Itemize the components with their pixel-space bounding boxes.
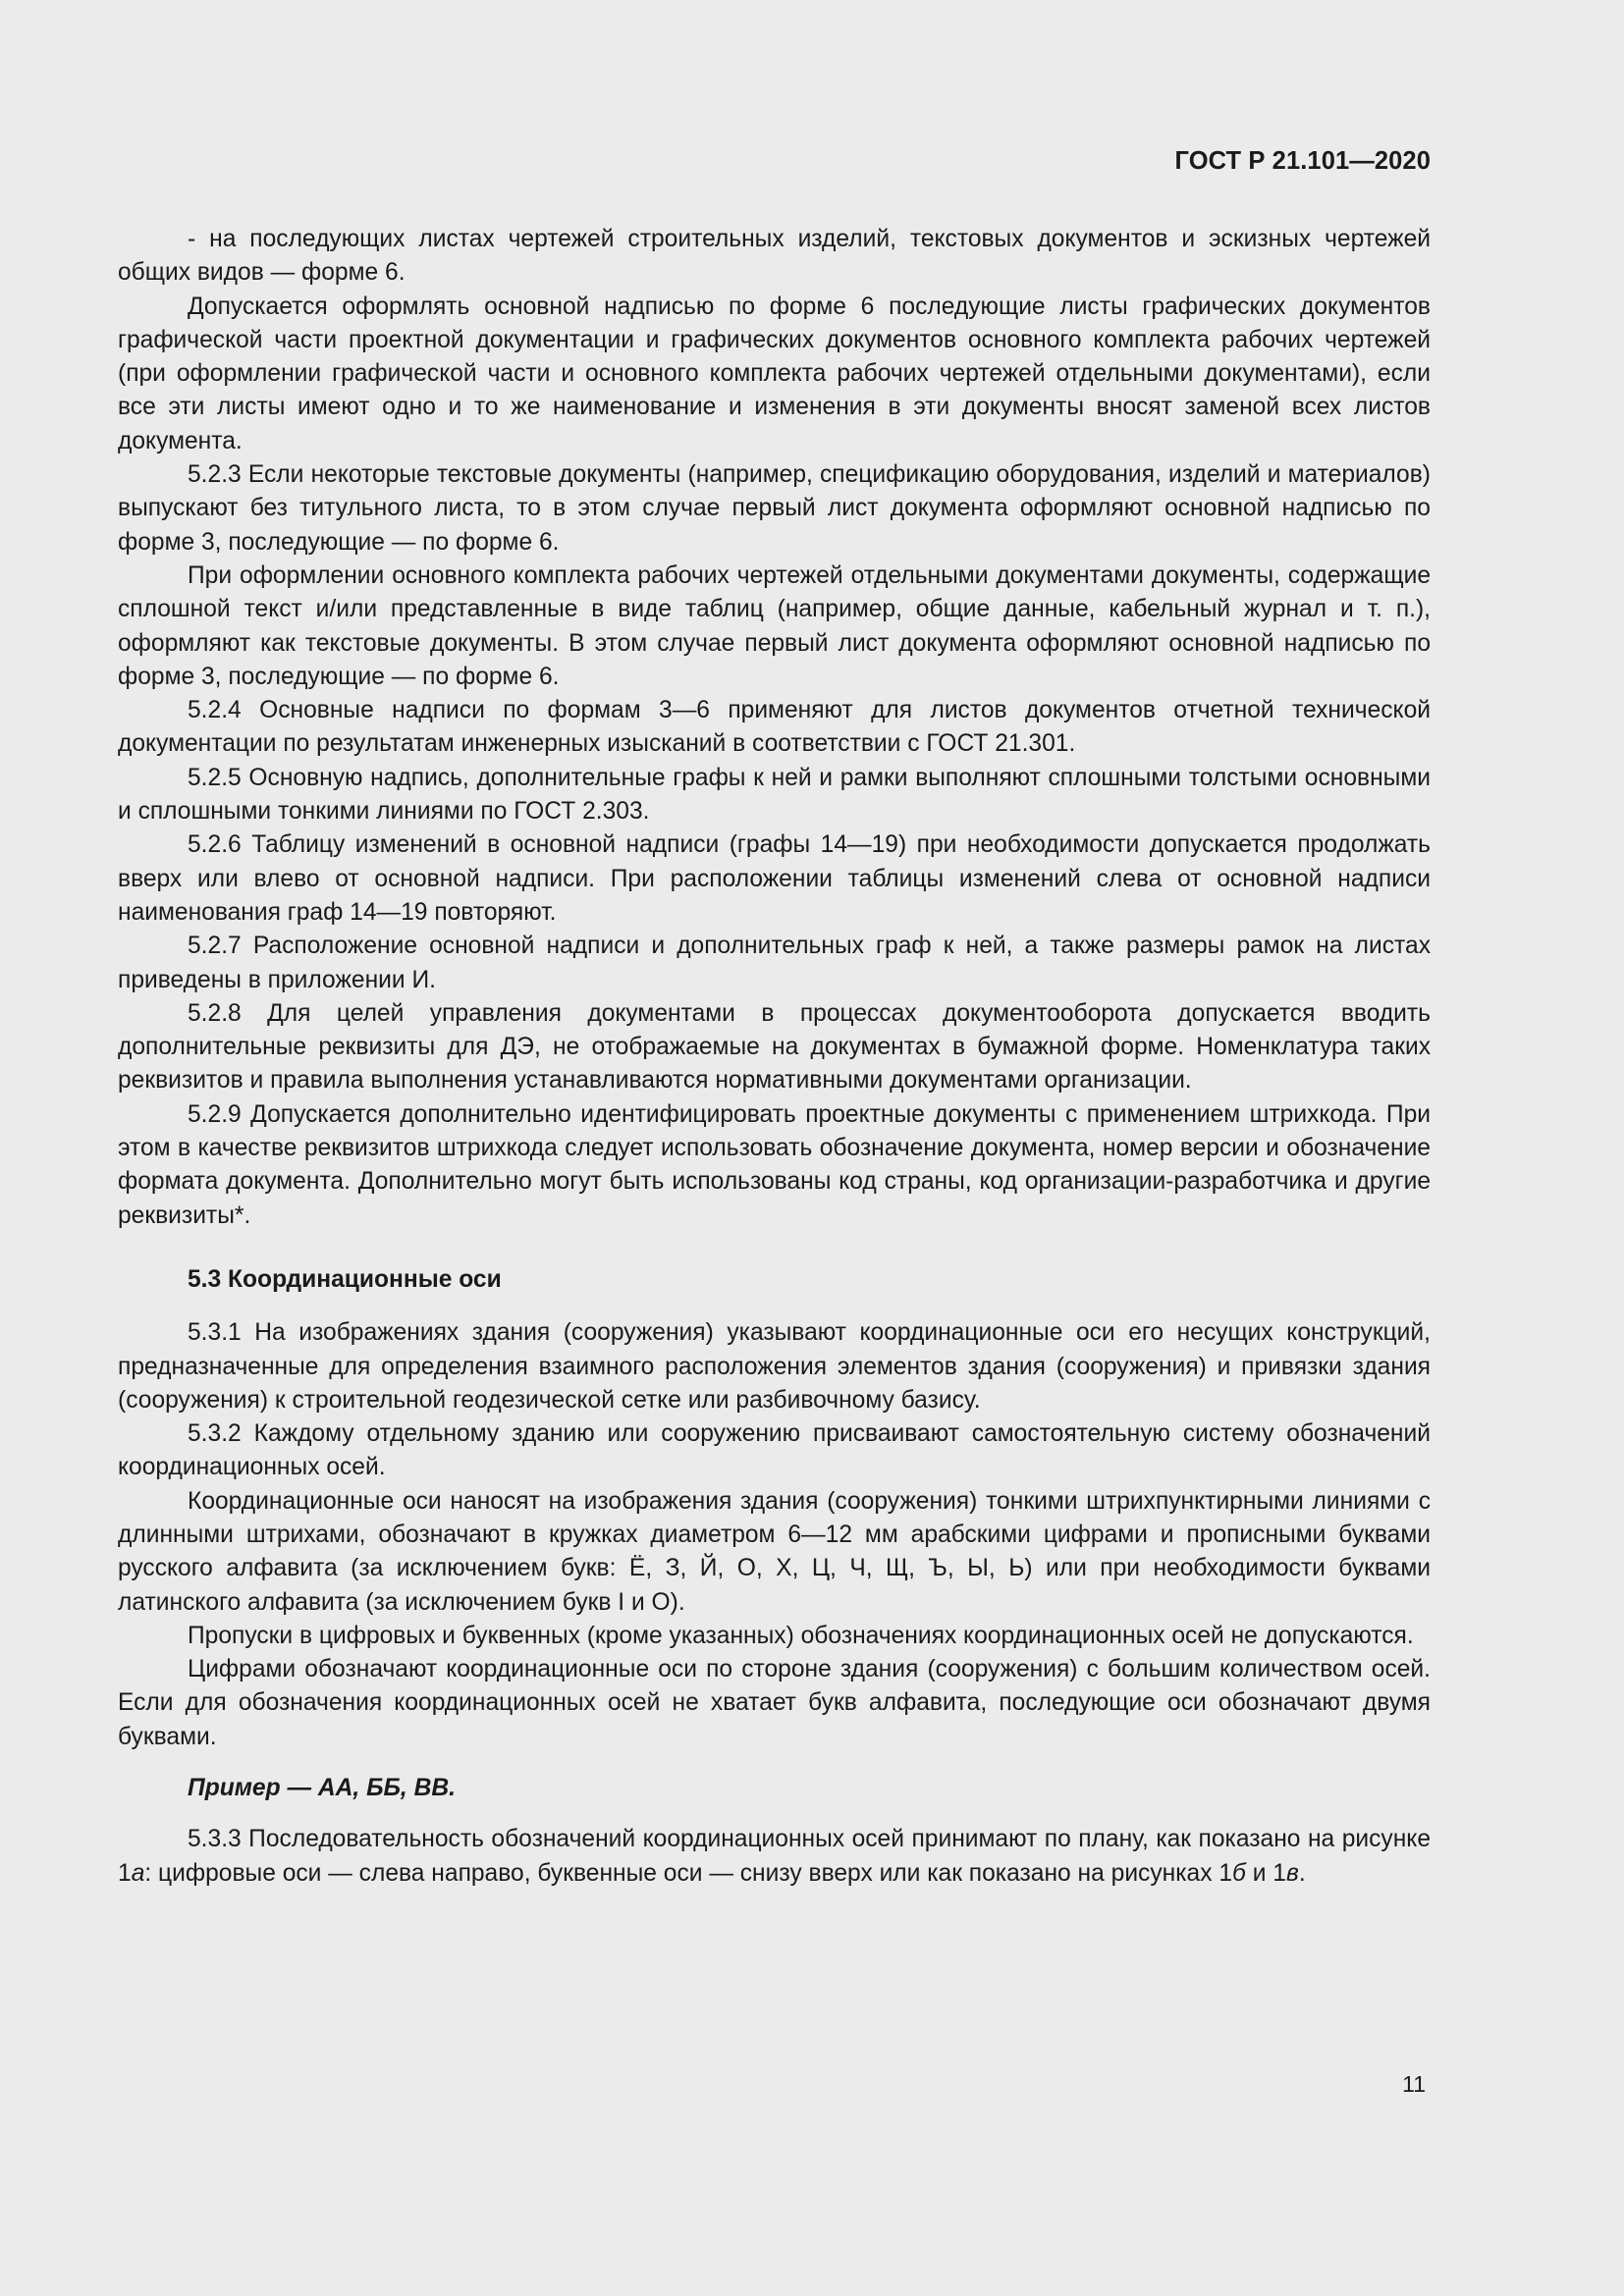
paragraph: При оформлении основного комплекта рабочих чертежей отдельными документами документы, содержащие сплошной текст и/или представленные в виде таблиц (например, общие данные, кабельный журнал и т. п.), оформляют как текстовые документы. В этом случае первый лист документа оформляют основной надписью по форме 3, последующие — по форме 6. — [118, 561, 1431, 690]
figure-ref-italic: б — [1232, 1859, 1246, 1887]
section-heading-5-3: 5.3 Координационные оси — [188, 1265, 502, 1293]
text-run: и 1 — [1245, 1859, 1286, 1887]
paragraph-list-item: - на последующих листах чертежей строительных изделий, текстовых документов и эскизных чертежей общих видов — форме 6. — [118, 226, 1431, 287]
page-body — [118, 223, 1431, 1891]
document-standard-header: ГОСТ Р 21.101—2020 — [1174, 147, 1431, 175]
paragraph-5-3-2: 5.3.2 Каждому отдельному зданию или сооружению присваивают самостоятельную систему обозначений координационных осей. — [118, 1420, 1431, 1481]
figure-ref-italic: а — [131, 1859, 145, 1887]
paragraph-5-2-5: 5.2.5 Основную надпись, дополнительные графы к ней и рамки выполняют сплошными толстыми основными и сплошными тонкими линиями по ГОСТ 2.303. — [118, 764, 1431, 826]
text-run: 5.3.3 Последовательность обозначений координационных осей принимают по плану, как показано на рисунке 1 — [118, 1826, 1431, 1887]
paragraph: Цифрами обозначают координационные оси по стороне здания (сооружения) с большим количеством осей. Если для обозначения координационных осей не хватает букв алфавита, последующие оси обозначают двумя буквами. — [118, 1656, 1431, 1750]
paragraph-5-2-9: 5.2.9 Допускается дополнительно идентифицировать проектные документы с применением штрихкода. При этом в качестве реквизитов штрихкода следует использовать обозначение документа, номер версии и обозначение формата документа. Дополнительно могут быть использованы код страны, код организации-разработчика и другие реквизиты*. — [118, 1100, 1431, 1229]
paragraph: Пропуски в цифровых и буквенных (кроме указанных) обозначениях координационных осей не допускаются. — [188, 1622, 1414, 1649]
paragraph: Допускается оформлять основной надписью по форме 6 последующие листы графических документов графической части проектной документации и графических документов основного комплекта рабочих чертежей (при оформлении графической части и основного комплекта рабочих чертежей отдельными документами), если все эти листы имеют одно и то же наименование и изменения в эти документы вносят заменой всех листов документа. — [118, 293, 1431, 454]
paragraph-5-2-7: 5.2.7 Расположение основной надписи и дополнительных граф к ней, а также размеры рамок на листах приведены в приложении И. — [118, 933, 1431, 993]
text-run: . — [1298, 1859, 1306, 1887]
example-note: Пример — АА, ББ, ВВ. — [188, 1775, 456, 1802]
paragraph-5-3-3 — [118, 1823, 1431, 1891]
paragraph-5-2-8: 5.2.8 Для целей управления документами в процессах документооборота допускается вводить дополнительные реквизиты для ДЭ, не отображаемые на документах в бумажной форме. Номенклатура таких реквизитов и правила выполнения устанавливаются нормативными документами организации. — [118, 999, 1431, 1095]
paragraph-5-2-6: 5.2.6 Таблицу изменений в основной надписи (графы 14—19) при необходимости допускается продолжать вверх или влево от основной надписи. При расположении таблицы изменений слева от основной надписи наименования граф 14—19 повторяют. — [118, 831, 1431, 926]
paragraph-5-3-1: 5.3.1 На изображениях здания (сооружения) указывают координационные оси его несущих конструкций, предназначенные для определения взаимного расположения элементов здания (сооружения) и привязки здания (сооружения) к строительной геодезической сетке или разбивочному базису. — [118, 1319, 1431, 1414]
page-number: 11 — [1402, 2071, 1426, 2097]
paragraph-5-2-4: 5.2.4 Основные надписи по формам 3—6 применяют для листов документов отчетной технической документации по результатам инженерных изысканий в соответствии с ГОСТ 21.301. — [118, 697, 1431, 758]
text-run: : цифровые оси — слева направо, буквенные оси — снизу вверх или как показано на рисунках 1 — [144, 1859, 1233, 1887]
paragraph: Координационные оси наносят на изображения здания (сооружения) тонкими штрихпунктирными линиями с длинными штрихами, обозначают в кружках диаметром 6—12 мм арабскими цифрами и прописными буквами русского алфавита (за исключением букв: Ё, З, Й, О, Х, Ц, Ч, Щ, Ъ, Ы, Ь) или при необходимости буквами латинского алфавита (за исключением букв I и О). — [118, 1487, 1431, 1616]
paragraph-5-2-3: 5.2.3 Если некоторые текстовые документы (например, спецификацию оборудования, изделий и материалов) выпускают без титульного листа, то в этом случае первый лист документа оформляют основной надписью по форме 3, последующие — по форме 6. — [118, 461, 1431, 556]
figure-ref-italic: в — [1285, 1859, 1299, 1887]
